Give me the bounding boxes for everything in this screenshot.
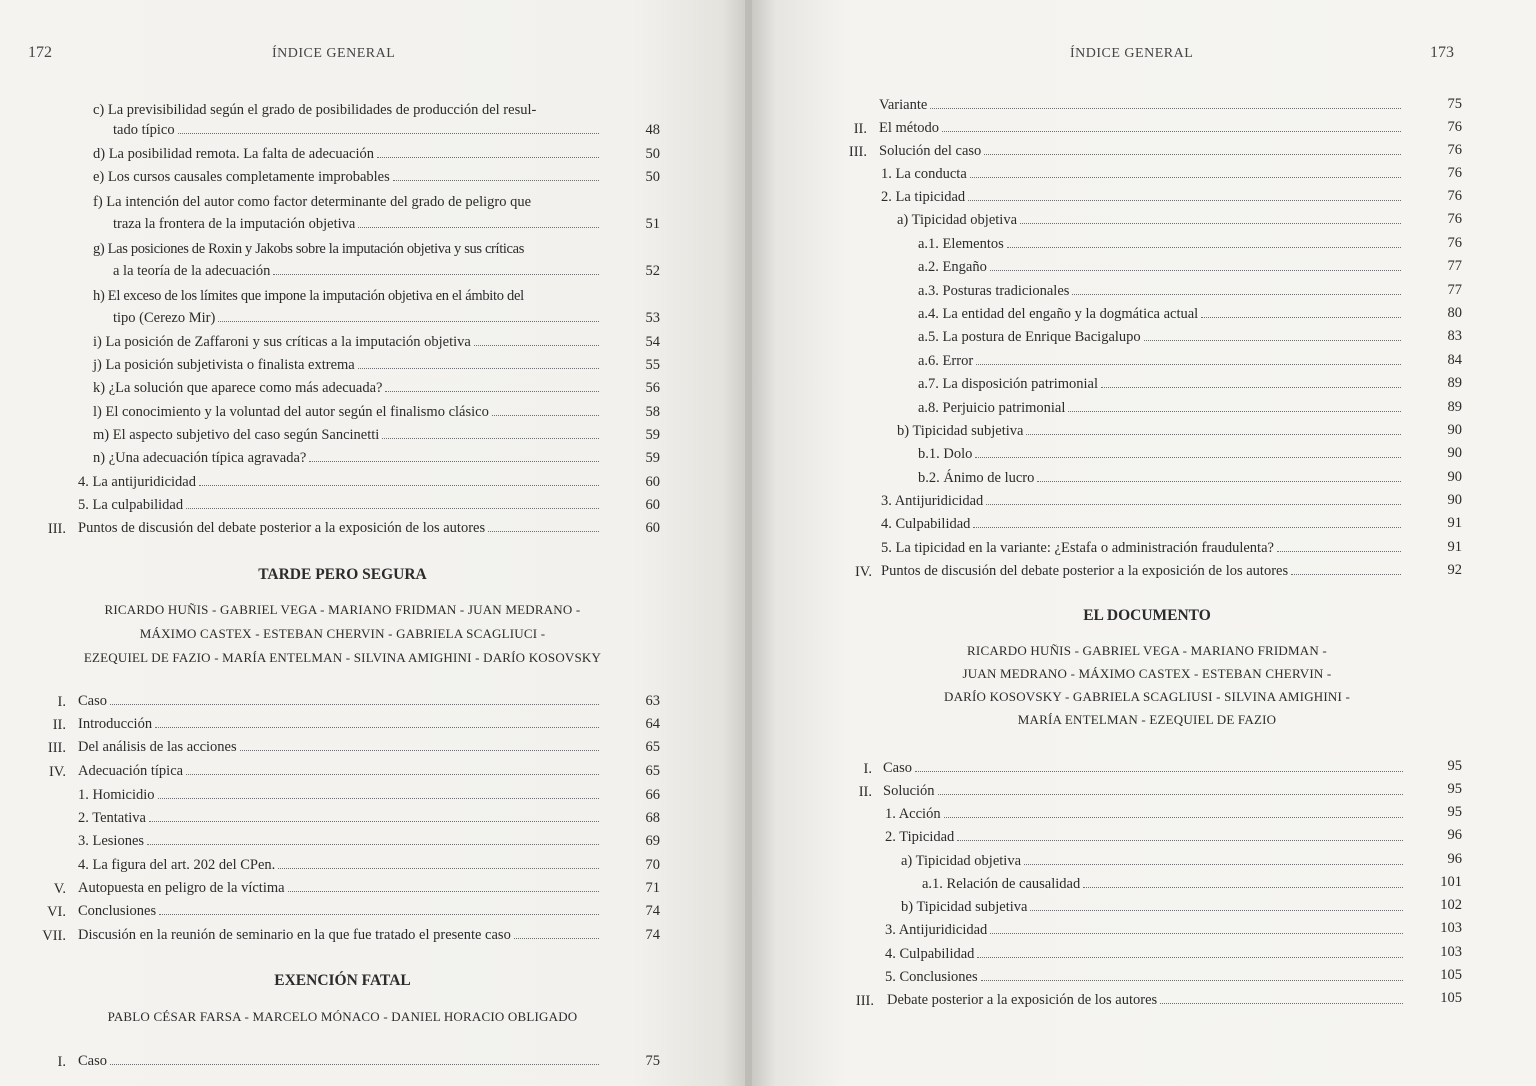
toc-entry-page: 102: [1440, 897, 1462, 913]
toc-entry-label: Puntos de discusión del debate posterior a la exposición de los autores: [881, 563, 1289, 579]
toc-entry[interactable]: [93, 351, 603, 373]
toc-entry-page: 90: [1447, 445, 1462, 461]
toc-entry-page: 65: [645, 739, 660, 755]
toc-entry[interactable]: [897, 206, 1405, 228]
toc-entry[interactable]: [883, 754, 1407, 776]
toc-entry-page: 68: [645, 810, 660, 826]
toc-entry[interactable]: [918, 230, 1405, 252]
toc-entry-label: b.2. Ánimo de lucro: [918, 470, 1035, 486]
toc-entry-page: 77: [1447, 282, 1462, 298]
toc-entry-page: 76: [1447, 211, 1462, 227]
leader-dots: [514, 938, 599, 939]
toc-entry-page: 71: [645, 880, 660, 896]
toc-entry-label: Variante: [879, 97, 928, 113]
toc-entry-page: 59: [645, 427, 660, 443]
leader-dots: [393, 180, 599, 181]
toc-entry[interactable]: [881, 557, 1405, 579]
leader-dots: [186, 774, 599, 775]
toc-entry-label: 3. Lesiones: [78, 833, 145, 849]
toc-entry-page: 105: [1440, 990, 1462, 1006]
toc-entry[interactable]: [885, 963, 1407, 985]
leader-dots: [488, 531, 599, 532]
right-page: [752, 0, 1536, 1086]
toc-entry-page: 92: [1447, 562, 1462, 578]
toc-entry-label: Caso: [883, 760, 912, 776]
toc-entry[interactable]: [113, 257, 603, 279]
section-authors: RICARDO HUÑIS - GABRIEL VEGA - MARIANO FRIDMAN - JUAN MEDRANO -: [104, 602, 581, 617]
toc-entry-number: IV.: [48, 764, 66, 780]
toc-entry-label: i) La posición de Zaffaroni y sus críticas a la imputación objetiva: [93, 334, 471, 350]
leader-dots: [110, 704, 599, 705]
leader-dots: [240, 750, 599, 751]
toc-entry-label: b.1. Dolo: [918, 446, 973, 462]
toc-entry[interactable]: [885, 940, 1407, 962]
toc-entry[interactable]: [78, 851, 603, 873]
leader-dots: [1291, 574, 1401, 575]
toc-entry-label: a.5. La postura de Enrique Bacigalupo: [918, 329, 1141, 345]
leader-dots: [1101, 387, 1401, 388]
leader-dots: [986, 504, 1401, 505]
toc-entry-number: III.: [855, 993, 874, 1009]
toc-entry[interactable]: [78, 1047, 603, 1069]
toc-entry-label: m) El aspecto subjetivo del caso según Sancinetti: [93, 427, 380, 443]
toc-entry[interactable]: [78, 757, 603, 779]
leader-dots: [278, 868, 599, 869]
toc-entry-label: 1. Acción: [885, 806, 941, 822]
toc-entry-page: 89: [1447, 399, 1462, 415]
section-title: EL DOCUMENTO: [1083, 607, 1211, 624]
toc-entry-page: 103: [1440, 920, 1462, 936]
page-number: 172: [28, 44, 52, 61]
toc-entry-page: 101: [1440, 874, 1462, 890]
leader-dots: [973, 527, 1401, 528]
toc-entry-page: 105: [1440, 967, 1462, 983]
toc-entry-number: I.: [863, 761, 872, 777]
toc-right: [752, 0, 1536, 1086]
leader-dots: [492, 415, 599, 416]
toc-entry[interactable]: [881, 510, 1405, 532]
toc-entry-page: 90: [1447, 469, 1462, 485]
leader-dots: [975, 457, 1401, 458]
toc-entry-page: 76: [1447, 119, 1462, 135]
running-head: ÍNDICE GENERAL: [1070, 46, 1194, 61]
toc-entry-label: Autopuesta en peligro de la víctima: [78, 880, 285, 896]
toc-entry[interactable]: [918, 394, 1405, 416]
toc-entry-page: 80: [1447, 305, 1462, 321]
leader-dots: [358, 227, 599, 228]
toc-entry-label: Adecuación típica: [78, 763, 184, 779]
toc-entry[interactable]: [93, 163, 603, 185]
toc-entry[interactable]: [78, 804, 603, 826]
toc-entry-text: c) La previsibilidad según el grado de posibilidades de producción del resul-: [93, 102, 537, 118]
leader-dots: [977, 957, 1403, 958]
toc-entry[interactable]: [78, 827, 603, 849]
toc-entry-label: d) La posibilidad remota. La falta de adecuación: [93, 146, 375, 162]
toc-entry[interactable]: [78, 514, 603, 536]
toc-entry-page: 59: [645, 450, 660, 466]
section-title: TARDE PERO SEGURA: [258, 566, 427, 583]
leader-dots: [1277, 551, 1401, 552]
toc-entry[interactable]: [918, 300, 1405, 322]
toc-entry[interactable]: [93, 421, 603, 443]
toc-entry[interactable]: [918, 464, 1405, 486]
toc-entry[interactable]: [78, 468, 603, 490]
toc-entry[interactable]: [93, 398, 603, 420]
toc-entry-label: a.1. Relación de causalidad: [922, 876, 1081, 892]
toc-entry[interactable]: [887, 986, 1407, 1008]
toc-entry-page: 75: [645, 1053, 660, 1069]
toc-entry-number: II.: [853, 121, 867, 137]
section-authors: MÁXIMO CASTEX - ESTEBAN CHERVIN - GABRIELA SCAGLIUCI -: [139, 626, 546, 641]
toc-entry-page: 90: [1447, 492, 1462, 508]
leader-dots: [1024, 864, 1403, 865]
toc-entry[interactable]: [879, 91, 1405, 113]
toc-entry-page: 70: [645, 857, 660, 873]
toc-entry-label: a.8. Perjuicio patrimonial: [918, 400, 1066, 416]
toc-entry[interactable]: [879, 114, 1405, 136]
toc-entry-page: 64: [645, 716, 660, 732]
leader-dots: [155, 727, 599, 728]
leader-dots: [218, 321, 599, 322]
toc-entry-page: 50: [645, 146, 660, 162]
toc-entry-text: h) El exceso de los límites que impone la imputación objetiva en el ámbito del: [93, 288, 524, 304]
toc-entry-label: 5. Conclusiones: [885, 969, 978, 985]
toc-entry-label: n) ¿Una adecuación típica agravada?: [93, 450, 307, 466]
toc-entry-page: 50: [645, 169, 660, 185]
toc-entry-label: El método: [879, 120, 940, 136]
toc-entry-page: 58: [645, 404, 660, 420]
toc-left: [0, 0, 745, 1086]
leader-dots: [358, 368, 599, 369]
toc-entry-number: I.: [57, 694, 66, 710]
toc-entry-page: 51: [645, 216, 660, 232]
toc-entry-number: III.: [47, 521, 66, 537]
toc-entry-page: 96: [1447, 827, 1462, 843]
leader-dots: [110, 1064, 599, 1065]
toc-entry[interactable]: [881, 534, 1405, 556]
toc-entry-page: 91: [1447, 539, 1462, 555]
leader-dots: [273, 274, 599, 275]
leader-dots: [199, 485, 599, 486]
leader-dots: [288, 891, 599, 892]
toc-entry[interactable]: [901, 893, 1407, 915]
toc-entry-label: 5. La tipicidad en la variante: ¿Estafa o administración fraudulenta?: [881, 540, 1274, 556]
toc-entry-number: II.: [52, 717, 66, 733]
toc-entry-number: III.: [848, 144, 867, 160]
leader-dots: [147, 844, 599, 845]
toc-entry[interactable]: [78, 687, 603, 709]
toc-entry-number: III.: [47, 740, 66, 756]
toc-entry-page: 55: [645, 357, 660, 373]
toc-entry[interactable]: [918, 440, 1405, 462]
toc-entry[interactable]: [93, 374, 603, 396]
toc-entry[interactable]: [918, 370, 1405, 392]
toc-entry-text: f) La intención del autor como factor determinante del grado de peligro que: [93, 194, 532, 210]
leader-dots: [385, 391, 599, 392]
leader-dots: [990, 933, 1403, 934]
toc-entry-label: a.7. La disposición patrimonial: [918, 376, 1099, 392]
section-authors: JUAN MEDRANO - MÁXIMO CASTEX - ESTEBAN CHERVIN -: [962, 666, 1332, 681]
leader-dots: [1020, 223, 1401, 224]
leader-dots: [1068, 411, 1401, 412]
toc-entry-page: 66: [645, 787, 660, 803]
toc-entry-label: a) Tipicidad objetiva: [901, 853, 1022, 869]
toc-entry[interactable]: [883, 777, 1407, 799]
toc-entry-label: a) Tipicidad objetiva: [897, 212, 1018, 228]
toc-entry-page: 83: [1447, 328, 1462, 344]
leader-dots: [984, 154, 1401, 155]
section-authors: MARÍA ENTELMAN - EZEQUIEL DE FAZIO: [1017, 712, 1277, 727]
leader-dots: [309, 461, 599, 462]
toc-entry-number: II.: [858, 784, 872, 800]
leader-dots: [968, 200, 1401, 201]
toc-entry-number: VII.: [42, 928, 66, 944]
toc-entry-label: 4. La figura del art. 202 del CPen.: [78, 857, 276, 873]
toc-entry-label: 4. Culpabilidad: [881, 516, 971, 532]
toc-entry-label: a.6. Error: [918, 353, 974, 369]
toc-entry-page: 60: [645, 497, 660, 513]
toc-entry-page: 74: [645, 927, 660, 943]
toc-entry-label: 4. La antijuridicidad: [78, 474, 196, 490]
toc-entry-page: 84: [1447, 352, 1462, 368]
running-head: ÍNDICE GENERAL: [272, 46, 396, 61]
toc-entry-page: 48: [645, 122, 660, 138]
toc-entry[interactable]: [922, 870, 1407, 892]
leader-dots: [990, 270, 1401, 271]
toc-entry[interactable]: [93, 328, 603, 350]
toc-entry-page: 52: [645, 263, 660, 279]
toc-entry-page: 74: [645, 903, 660, 919]
leader-dots: [186, 508, 599, 509]
toc-entry[interactable]: [78, 781, 603, 803]
toc-entry-label: Debate posterior a la exposición de los autores: [887, 992, 1158, 1008]
toc-entry-page: 65: [645, 763, 660, 779]
toc-entry-page: 76: [1447, 165, 1462, 181]
leader-dots: [159, 914, 599, 915]
toc-entry[interactable]: [113, 304, 603, 326]
toc-entry-label: Discusión en la reunión de seminario en la que fue tratado el presente caso: [78, 927, 511, 943]
toc-entry[interactable]: [78, 897, 603, 919]
toc-entry-label: a.4. La entidad del engaño y la dogmática actual: [918, 306, 1199, 322]
toc-entry-number: VI.: [47, 904, 66, 920]
toc-entry-label: a.1. Elementos: [918, 236, 1004, 252]
toc-entry-number: V.: [53, 881, 66, 897]
toc-entry-label: 2. Tipicidad: [885, 829, 955, 845]
toc-entry-page: 56: [645, 380, 660, 396]
toc-entry-page: 60: [645, 520, 660, 536]
toc-entry-label: Caso: [78, 693, 107, 709]
toc-entry-label: j) La posición subjetivista o finalista extrema: [93, 357, 355, 373]
toc-entry-label: e) Los cursos causales completamente improbables: [93, 169, 390, 185]
leader-dots: [377, 157, 599, 158]
toc-entry-label: 1. Homicidio: [78, 787, 155, 803]
leader-dots: [382, 438, 599, 439]
toc-entry-label: Caso: [78, 1053, 107, 1069]
toc-entry-label: 2. Tentativa: [78, 810, 146, 826]
toc-entry-label: Del análisis de las acciones: [78, 739, 237, 755]
toc-entry-label: a.2. Engaño: [918, 259, 987, 275]
leader-dots: [1037, 481, 1401, 482]
toc-entry-page: 54: [645, 334, 660, 350]
toc-entry-page: 96: [1447, 851, 1462, 867]
toc-entry-label: Solución del caso: [879, 143, 982, 159]
toc-entry-page: 63: [645, 693, 660, 709]
leader-dots: [149, 821, 599, 822]
section-title: EXENCIÓN FATAL: [274, 972, 411, 989]
toc-entry-page: 95: [1447, 804, 1462, 820]
left-page: [0, 0, 745, 1086]
page-number: 173: [1430, 44, 1454, 61]
toc-entry-page: 95: [1447, 758, 1462, 774]
toc-entry[interactable]: [881, 160, 1405, 182]
toc-entry-label: tado típico: [113, 122, 175, 138]
toc-entry[interactable]: [93, 444, 603, 466]
toc-entry-page: 60: [645, 474, 660, 490]
toc-entry[interactable]: [879, 137, 1405, 159]
toc-entry[interactable]: [113, 210, 603, 232]
toc-entry-number: IV.: [854, 564, 872, 580]
toc-entry-label: Conclusiones: [78, 903, 157, 919]
toc-entry[interactable]: [78, 921, 603, 943]
toc-entry[interactable]: [78, 491, 603, 513]
toc-entry-label: a la teoría de la adecuación: [113, 263, 271, 279]
leader-dots: [158, 798, 599, 799]
toc-entry-label: 5. La culpabilidad: [78, 497, 184, 513]
toc-entry[interactable]: [881, 183, 1405, 205]
toc-entry[interactable]: [918, 277, 1405, 299]
toc-entry[interactable]: [78, 710, 603, 732]
toc-entry-page: 76: [1447, 142, 1462, 158]
leader-dots: [938, 794, 1403, 795]
toc-entry[interactable]: [113, 116, 603, 138]
leader-dots: [944, 817, 1403, 818]
toc-entry-page: 103: [1440, 944, 1462, 960]
toc-entry-page: 76: [1447, 188, 1462, 204]
toc-entry-label: Introducción: [78, 716, 153, 732]
leader-dots: [942, 131, 1401, 132]
toc-entry-page: 53: [645, 310, 660, 326]
leader-dots: [1030, 910, 1403, 911]
toc-entry[interactable]: [93, 140, 603, 162]
toc-entry-page: 69: [645, 833, 660, 849]
toc-entry[interactable]: [885, 916, 1407, 938]
toc-entry-page: 90: [1447, 422, 1462, 438]
toc-entry-label: b) Tipicidad subjetiva: [897, 423, 1024, 439]
leader-dots: [1201, 317, 1401, 318]
toc-entry-label: b) Tipicidad subjetiva: [901, 899, 1028, 915]
toc-entry[interactable]: [885, 800, 1407, 822]
toc-entry-page: 91: [1447, 515, 1462, 531]
leader-dots: [1007, 247, 1401, 248]
toc-entry[interactable]: [901, 847, 1407, 869]
section-authors: EZEQUIEL DE FAZIO - MARÍA ENTELMAN - SILVINA AMIGHINI - DARÍO KOSOVSKY: [83, 650, 602, 665]
leader-dots: [930, 108, 1401, 109]
leader-dots: [1026, 434, 1401, 435]
toc-entry-page: 95: [1447, 781, 1462, 797]
section-authors: PABLO CÉSAR FARSA - MARCELO MÓNACO - DANIEL HORACIO OBLIGADO: [107, 1009, 578, 1024]
toc-entry[interactable]: [897, 417, 1405, 439]
leader-dots: [970, 177, 1401, 178]
toc-entry-label: tipo (Cerezo Mir): [113, 310, 216, 326]
toc-entry-page: 89: [1447, 375, 1462, 391]
leader-dots: [474, 345, 599, 346]
leader-dots: [1144, 340, 1401, 341]
toc-entry-label: 4. Culpabilidad: [885, 946, 975, 962]
toc-entry[interactable]: [885, 823, 1407, 845]
toc-entry-page: 77: [1447, 258, 1462, 274]
toc-entry-label: 2. La tipicidad: [881, 189, 966, 205]
toc-entry-page: 75: [1447, 96, 1462, 112]
leader-dots: [976, 364, 1401, 365]
toc-entry-label: l) El conocimiento y la voluntad del autor según el finalismo clásico: [93, 404, 489, 420]
toc-entry[interactable]: [78, 874, 603, 896]
toc-entry[interactable]: [918, 323, 1405, 345]
leader-dots: [1083, 887, 1403, 888]
toc-entry-number: I.: [57, 1054, 66, 1070]
leader-dots: [178, 133, 599, 134]
toc-entry-label: Puntos de discusión del debate posterior a la exposición de los autores: [78, 520, 486, 536]
toc-entry-text: g) Las posiciones de Roxin y Jakobs sobre la imputación objetiva y sus críticas: [93, 241, 525, 257]
toc-entry-label: 3. Antijuridicidad: [881, 493, 984, 509]
toc-entry-label: Solución: [883, 783, 935, 799]
section-authors: RICARDO HUÑIS - GABRIEL VEGA - MARIANO FRIDMAN -: [967, 643, 1327, 658]
leader-dots: [915, 771, 1403, 772]
toc-entry-label: traza la frontera de la imputación objetiva: [113, 216, 356, 232]
toc-entry-label: a.3. Posturas tradicionales: [918, 283, 1070, 299]
toc-entry[interactable]: [918, 253, 1405, 275]
toc-entry[interactable]: [78, 733, 603, 755]
leader-dots: [957, 840, 1403, 841]
toc-entry-label: 1. La conducta: [881, 166, 967, 182]
toc-entry[interactable]: [918, 347, 1405, 369]
toc-entry-label: k) ¿La solución que aparece como más adecuada?: [93, 380, 383, 396]
leader-dots: [1160, 1003, 1403, 1004]
book-gutter: [745, 0, 752, 1086]
leader-dots: [981, 980, 1403, 981]
leader-dots: [1072, 294, 1401, 295]
toc-entry-page: 76: [1447, 235, 1462, 251]
section-authors: DARÍO KOSOVSKY - GABRIELA SCAGLIUSI - SILVINA AMIGHINI -: [943, 689, 1351, 704]
toc-entry[interactable]: [881, 487, 1405, 509]
toc-entry-label: 3. Antijuridicidad: [885, 922, 988, 938]
